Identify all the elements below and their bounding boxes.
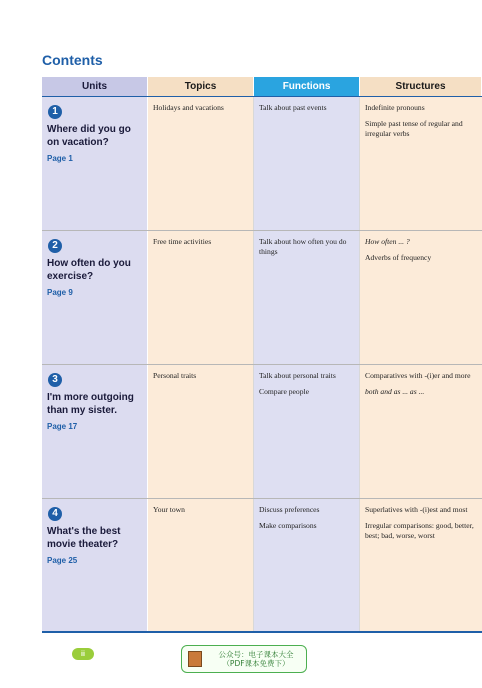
contents-heading: Contents bbox=[42, 52, 103, 68]
page-number-badge: ii bbox=[72, 648, 94, 660]
structure-text: Superlatives with -(i)est and most bbox=[365, 505, 468, 514]
unit-number-badge: 1 bbox=[48, 105, 62, 119]
table-row bbox=[42, 231, 482, 365]
structure-text: both and as ... as ... bbox=[365, 387, 425, 396]
unit-cell bbox=[42, 499, 148, 631]
watermark-stamp bbox=[181, 645, 307, 673]
unit-title: How often do you exercise? bbox=[47, 258, 131, 282]
structures-cell bbox=[360, 499, 482, 631]
unit-number-badge: 3 bbox=[48, 373, 62, 387]
structure-text: Simple past tense of regular and irregular verbs bbox=[365, 119, 463, 138]
unit-page-link[interactable]: Page 1 bbox=[47, 154, 73, 163]
table-row bbox=[42, 97, 482, 231]
structures-cell bbox=[360, 97, 482, 230]
unit-title: Where did you go on vacation? bbox=[47, 124, 131, 148]
column-header-units: Units bbox=[42, 77, 148, 96]
structures-cell bbox=[360, 365, 482, 498]
topic-text: Free time activities bbox=[153, 237, 212, 246]
function-text: Talk about how often you do things bbox=[259, 237, 347, 256]
topic-text: Your town bbox=[153, 505, 185, 514]
topics-cell bbox=[148, 499, 254, 631]
unit-number-badge: 2 bbox=[48, 239, 62, 253]
structure-text: Irregular comparisons: good, better, best; bad, worse, worst bbox=[365, 521, 474, 540]
functions-cell bbox=[254, 97, 360, 230]
unit-title: What's the best movie theater? bbox=[47, 526, 121, 550]
unit-title: I'm more outgoing than my sister. bbox=[47, 392, 134, 416]
structure-text: Indefinite pronouns bbox=[365, 103, 425, 112]
function-text: Make comparisons bbox=[259, 521, 317, 530]
functions-cell bbox=[254, 499, 360, 631]
topic-text: Personal traits bbox=[153, 371, 197, 380]
function-text: Talk about past events bbox=[259, 103, 327, 112]
unit-cell bbox=[42, 365, 148, 498]
structure-text: Comparatives with -(i)er and more bbox=[365, 371, 471, 380]
unit-page-link[interactable]: Page 25 bbox=[47, 556, 78, 565]
column-header-functions: Functions bbox=[254, 77, 360, 96]
function-text: Talk about personal traits bbox=[259, 371, 336, 380]
column-header-topics: Topics bbox=[148, 77, 254, 96]
functions-cell bbox=[254, 365, 360, 498]
topic-text: Holidays and vacations bbox=[153, 103, 224, 112]
functions-cell bbox=[254, 231, 360, 364]
unit-cell bbox=[42, 97, 148, 230]
book-icon bbox=[188, 651, 202, 667]
structure-text: How often ... ? bbox=[365, 237, 410, 246]
unit-page-link[interactable]: Page 9 bbox=[47, 288, 73, 297]
contents-table bbox=[42, 77, 482, 633]
structures-cell bbox=[360, 231, 482, 364]
topics-cell bbox=[148, 365, 254, 498]
table-row bbox=[42, 365, 482, 499]
unit-number-badge: 4 bbox=[48, 507, 62, 521]
unit-page-link[interactable]: Page 17 bbox=[47, 422, 78, 431]
function-text: Compare people bbox=[259, 387, 309, 396]
column-header-structures: Structures bbox=[360, 77, 482, 96]
table-row bbox=[42, 499, 482, 633]
topics-cell bbox=[148, 231, 254, 364]
structure-text: Adverbs of frequency bbox=[365, 253, 432, 262]
watermark-text: 公众号：电子课本大全 （PDF课本免费下） bbox=[218, 650, 294, 668]
function-text: Discuss preferences bbox=[259, 505, 320, 514]
topics-cell bbox=[148, 97, 254, 230]
unit-cell bbox=[42, 231, 148, 364]
table-header bbox=[42, 77, 482, 97]
